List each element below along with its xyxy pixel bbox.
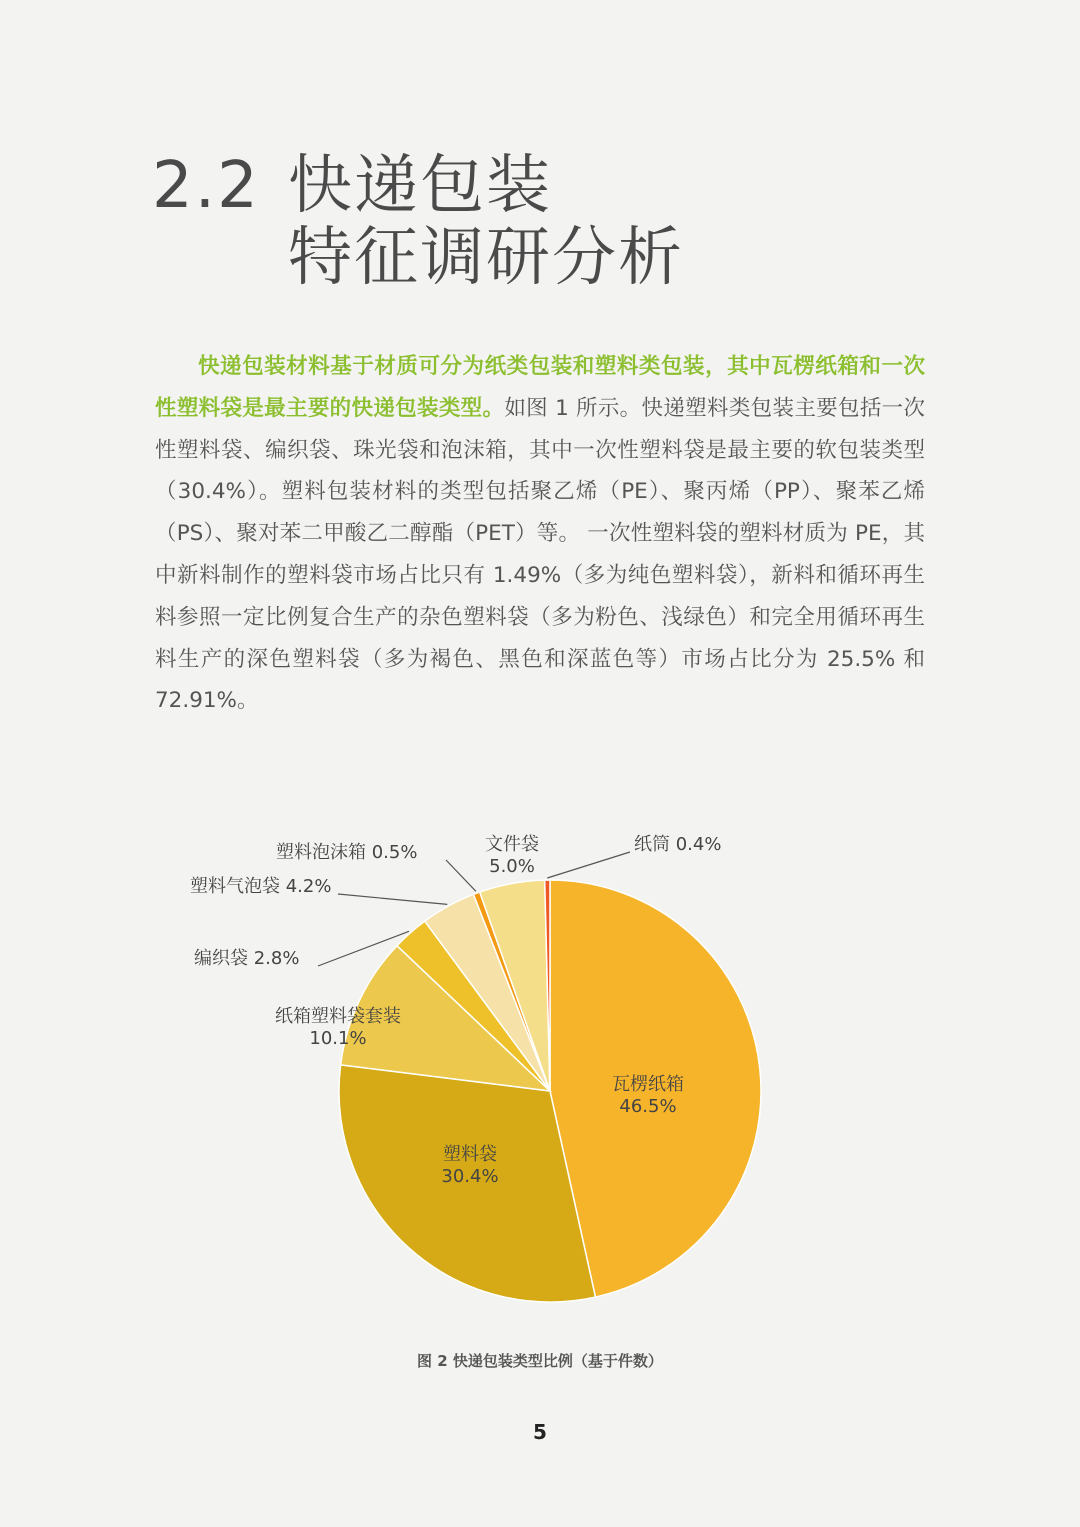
page-title — [152, 150, 684, 294]
slice-label-woven-bag: 编织袋 2.8% — [194, 948, 300, 969]
figure-caption: 图 2 快递包装类型比例（基于件数） — [417, 1352, 663, 1370]
slice-label-box-bag-set: 纸箱塑料袋套装 10.1% — [275, 1006, 401, 1049]
slice-label-paper-tube: 纸筒 0.4% — [634, 834, 722, 855]
section-number: 2.2 — [152, 149, 260, 223]
slice-label-bubble-bag: 塑料气泡袋 4.2% — [190, 876, 332, 897]
leader-line-paper-tube — [547, 852, 630, 878]
body-paragraph — [155, 346, 925, 722]
highlight-text: 快递包装材料基于材质可分为纸类包装和塑料类包装，其中瓦楞纸箱和一次性塑料袋是最主要的快递包装类型。 — [155, 354, 925, 421]
page-number: 5 — [533, 1420, 547, 1444]
slice-label-corrugated-box: 瓦楞纸箱 46.5% — [612, 1074, 684, 1117]
title-line2: 特征调研分析 — [288, 221, 684, 295]
leader-line-bubble-bag — [338, 894, 447, 904]
pie-chart — [0, 800, 1080, 1340]
slice-label-plastic-bag: 塑料袋 30.4% — [441, 1144, 499, 1187]
pie-slices — [339, 880, 761, 1302]
slice-label-document-bag: 文件袋 5.0% — [485, 834, 539, 877]
slice-label-foam-box: 塑料泡沫箱 0.5% — [276, 842, 418, 863]
paragraph-text: 如图 1 所示。快递塑料类包装主要包括一次性塑料袋、编织袋、珠光袋和泡沫箱，其中一次性塑料袋是最主要的软包装类型（30.4%）。塑料包装材料的类型包括聚乙烯（PE）、聚丙烯（PP）、聚苯乙烯（PS）、聚对苯二甲酸乙二醇酯（PET）等。 一次性塑料袋的塑料材质为 PE，其中新料制作的塑料袋市场占比只有 1.49%（多为纯色塑料袋），新料和循环再生料参照一定比例复合生产的杂色塑料袋（多为粉色、浅绿色）和完全用循环再生料生产的深色塑料袋（多为褐色、黑色和深蓝色等）市场占比分为 25.5% 和 72.91%。 — [155, 395, 925, 714]
leader-line-foam-box — [446, 860, 476, 891]
title-line1: 快递包装 — [288, 149, 552, 223]
